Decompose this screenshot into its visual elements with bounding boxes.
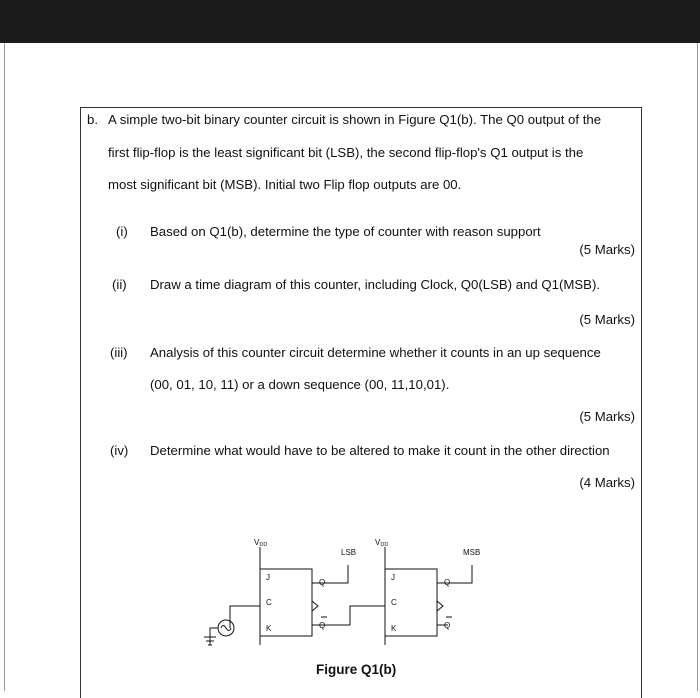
figure-caption: Figure Q1(b)	[316, 662, 397, 677]
part-iii-number: (iii)	[110, 345, 128, 360]
intro-line-2: first flip-flop is the least significant bit (LSB), the second flip-flop's Q1 output is the	[108, 145, 584, 160]
intro-line-1: A simple two-bit binary counter circuit is shown in Figure Q1(b). The Q0 output of the	[108, 112, 602, 127]
msb-label: MSB	[463, 548, 481, 557]
part-ii-text: Draw a time diagram of this counter, including Clock, Q0(LSB) and Q1(MSB).	[150, 277, 601, 292]
question-label: b.	[87, 112, 98, 127]
ff2-q-label: Q	[444, 578, 451, 587]
ff2-qbar-label: Q	[444, 621, 451, 630]
lsb-label: LSB	[341, 548, 357, 557]
ff1-j-label: J	[266, 573, 270, 582]
ff1-c-label: C	[266, 598, 272, 607]
part-iii-text-1: Analysis of this counter circuit determine whether it counts in an up sequence	[150, 345, 601, 360]
part-iv-number: (iv)	[110, 443, 129, 458]
ff1-q-output	[312, 565, 348, 583]
top-black-bar	[0, 0, 700, 43]
part-iv-marks: (4 Marks)	[579, 475, 635, 490]
part-ii-marks: (5 Marks)	[579, 312, 635, 327]
ff2-k-label: K	[391, 624, 397, 633]
part-i-marks: (5 Marks)	[579, 242, 635, 257]
ff1-qbar-label: Q	[319, 621, 326, 630]
part-i-text: Based on Q1(b), determine the type of counter with reason support	[150, 224, 541, 239]
ff2-c-label: C	[391, 598, 397, 607]
part-i-number: (i)	[116, 224, 128, 239]
ff2-j-label: J	[391, 573, 395, 582]
part-iv-text: Determine what would have to be altered to make it count in the other direction	[150, 443, 610, 458]
ff2-clock-triangle	[437, 601, 443, 611]
clock-wire	[230, 606, 260, 628]
part-iii-marks: (5 Marks)	[579, 409, 635, 424]
part-iii-text-2: (00, 01, 10, 11) or a down sequence (00, 11,10,01).	[150, 377, 450, 392]
ff2-q-output	[437, 565, 472, 583]
part-ii-number: (ii)	[112, 277, 127, 292]
intro-line-3: most significant bit (MSB). Initial two Flip flop outputs are 00.	[108, 177, 462, 192]
ff1-q-label: Q	[319, 578, 326, 587]
vdd1-label: VDD	[254, 538, 268, 548]
vdd2-label: VDD	[375, 538, 389, 548]
ff1-clock-triangle	[312, 601, 318, 611]
ff1-k-label: K	[266, 624, 272, 633]
counter-circuit-diagram	[200, 535, 500, 655]
